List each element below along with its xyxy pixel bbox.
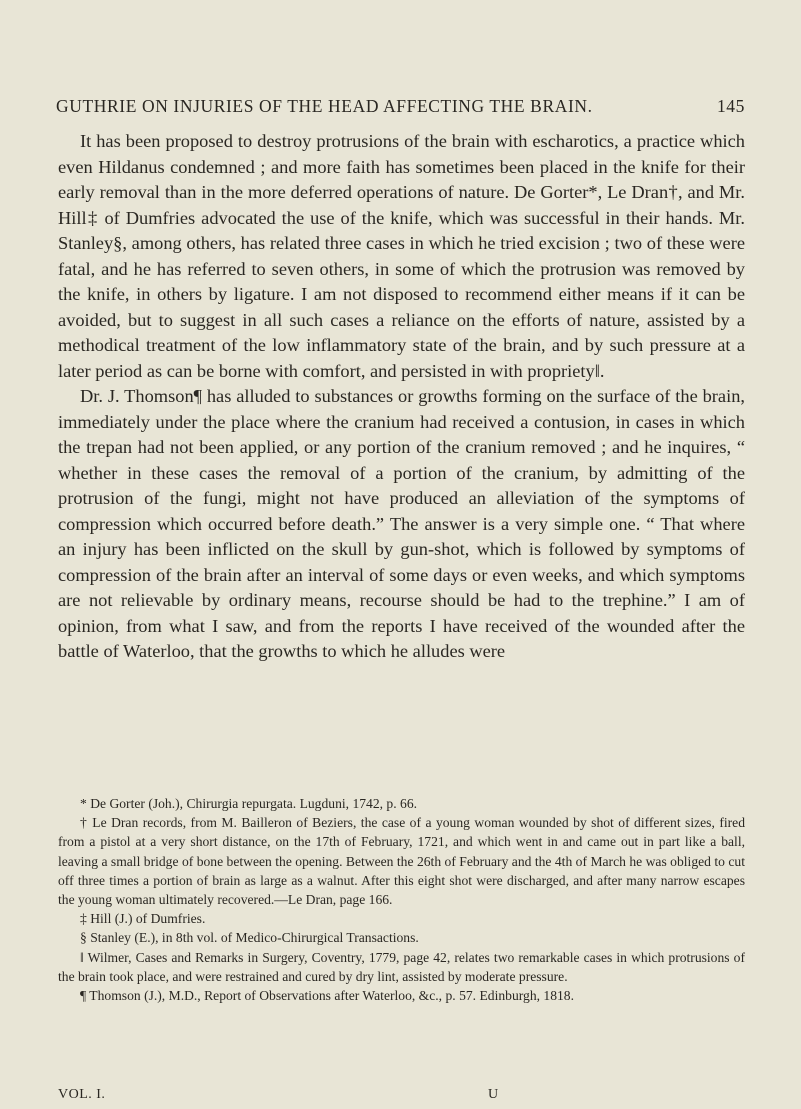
signature-mark: U [488, 1087, 499, 1102]
paragraph: It has been proposed to destroy protrusions of the brain with escharotics, a practice which even Hildanus condemned ; and more faith has sometimes been placed in the knife for their early removal than in the more deferred operations of nature. De Gorter*, Le Dran†, and Mr. Hill‡ of Dumfries advocated the use of the knife, which was successful in their hands. Mr. Stanley§, among others, has related three cases in which he tried excision ; two of these were fatal, and he has referred to seven others, in some of which the protrusion was removed by the knife, in others by ligature. I am not disposed to recommend either means if it can be avoided, but to suggest in all such cases a reliance on the efforts of nature, assisted by a methodical treatment of the low inflammatory state of the brain, and by such pressure at a later period as can be borne with comfort, and persisted in with propriety‖. [58, 131, 745, 381]
page-header [56, 96, 745, 120]
footnote: * De Gorter (Joh.), Chirurgia repurgata. Lugduni, 1742, p. 66. [80, 796, 418, 811]
page-number: 145 [716, 96, 745, 116]
paragraph: Dr. J. Thomson¶ has alluded to substances or growths forming on the surface of the brain, immediately under the place where the cranium had received a contusion, in cases in which the trepan had not been applied, or any portion of the cranium removed ; and he inquires, “ whether in these cases the removal of a portion of the cranium, by admitting of the protrusion of the fungi, might not have produced an alleviation of the symptoms of compression which occurred before death.” The answer is a very simple one. “ That where an injury has been inflicted on the skull by gun-shot, which is followed by symptoms of compression of the brain after an interval of some days or even weeks, and which symptoms are not relievable by ordinary means, recourse should be had to the trephine.” I am of opinion, from what I saw, and from the reports I have received of the wounded after the battle of Waterloo, that the growths to which he alludes were [58, 386, 745, 661]
footnote: ¶ Thomson (J.), M.D., Report of Observations after Waterloo, &c., p. 57. Edinburgh, 1818. [80, 988, 574, 1004]
footnote: ‡ Hill (J.) of Dumfries. [80, 911, 206, 927]
volume-label: VOL. I. [58, 1087, 106, 1102]
main-text [58, 129, 745, 665]
footnote: § Stanley (E.), in 8th vol. of Medico-Chirurgical Transactions. [80, 930, 419, 946]
footnote: ‖ Wilmer, Cases and Remarks in Surgery, Coventry, 1779, page 42, relates two remarkable cases in which protrusions of the brain took place, and were restrained and cured by dry lint, assisted by moderate pressure. [58, 949, 745, 984]
running-title: GUTHRIE ON INJURIES OF THE HEAD AFFECTING THE BRAIN. [56, 96, 593, 116]
footnote: † Le Dran records, from M. Bailleron of Beziers, the case of a young woman wounded by shot of different sizes, fired from a pistol at a very short distance, on the 17th of February, 1721, and which went in and came out in part like a ball, leaving a small bridge of bone between the opening. Between the 26th of February and the 4th of March he was obliged to cut off three times a portion of brain as large as a walnut. After this eight shot were discharged, and after many narrow escapes the young woman ultimately recovered.—Le Dran, page 166. [58, 815, 745, 908]
footnotes [58, 794, 745, 1005]
